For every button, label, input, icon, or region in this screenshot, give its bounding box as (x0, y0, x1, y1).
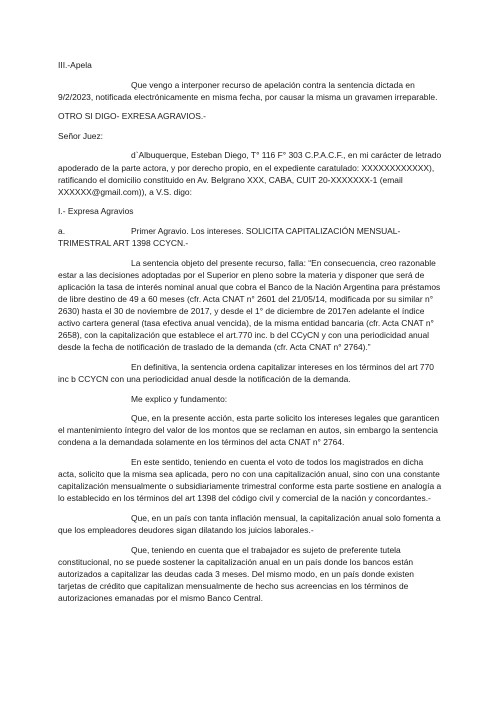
item-a-title-continuation: TRIMESTRAL ART 1398 CCYCN.- (58, 238, 189, 249)
item-a (58, 225, 442, 249)
paragraph-intereses-legales: Que, en la presente acción, esta parte solicito los intereses legales que garanticen el mantenimiento íntegro del valor de los montos que se reclaman en autos, sin embargo la sentencia condena a la demandada solamente en los términos del acta CNAT n° 2764. (58, 413, 440, 448)
paragraph-capitalizacion-mensual: En este sentido, teniendo en cuenta el voto de todos los magistrados en dicha acta, solicito que la misma sea aplicada, pero no con una capitalización anual, sino con una constante capitalización mensualmente o subsidiariamente trimestral conforme esta parte sostiene en analogía a lo establecido en los términos del art 1398 del código civil y comercial de la nación y concordantes.- (58, 456, 442, 504)
section-heading-agravios: I.- Expresa Agravios (58, 206, 134, 217)
item-a-title: Primer Agravio. Los intereses. SOLICITA CAPITALIZACIÓN MENSUAL- (131, 225, 401, 236)
salutation: Señor Juez: (58, 130, 104, 141)
item-a-marker: a. (58, 225, 66, 236)
otrosi-heading: OTRO SI DIGO- EXRESA AGRAVIOS.- (58, 111, 206, 122)
section-heading-apela: III.-Apela (58, 60, 92, 70)
paragraph-presentacion: d`Albuquerque, Esteban Diego, T° 116 F° 303 C.P.A.C.F., en mi carácter de letrado apoderado de la parte actora, y por derecho propio, en el expediente caratulado: XXXXXXXXXXXX), ratificando el domicilio constituido en Av. Belgrano XXX, CABA, CUIT 20-XXXXXXX-1 (email XXXXXX@gmail.com)), a V.S. digo: (58, 150, 442, 197)
paragraph-sentencia-cita: La sentencia objeto del presente recurso, falla: “En consecuencia, creo razonable estar a las decisiones adoptadas por el Superior en pleno sobre la materia y disponer que será de aplicación la tasa de interés nominal anual que cobra el Banco de la Nación Argentina para préstamos de libre destino de 49 a 60 meses (cfr. Acta CNAT n° 2601 del 21/05/14, modificada por su similar n° 2630) hasta el 30 de noviembre de 2017, y desde el 1° de diciembre de 2017en adelante el índice activo cartera general (tasa efectiva anual vencida), de la misma entidad bancaria (cfr. Acta CNAT n° 2658), con la capitalización que establece el art.770 inc. b del CCyCN y con una periodicidad anual desde la fecha de notificación de traslado de la demanda (cfr. Acta CNAT n° 2764).” (58, 257, 441, 353)
paragraph-en-definitiva: En definitiva, la sentencia ordena capitalizar intereses en los términos del art 770 inc b CCYCN con una periodicidad anual desde la notificación de la demanda. (58, 361, 434, 384)
paragraph-inflacion: Que, en un país con tanta inflación mensual, la capitalización anual solo fomenta a que los empleadores deudores sigan dilatando los juicios laborales.- (58, 512, 441, 535)
paragraph-apelacion: Que vengo a interponer recurso de apelación contra la sentencia dictada en 9/2/2023, notificada electrónicamente en misma fecha, por causar la misma un gravamen irreparable. (58, 79, 438, 102)
paragraph-tutela-constitucional: Que, teniendo en cuenta que el trabajador es sujeto de preferente tutela constitucional, no se puede sostener la capitalización anual en un país donde los bancos están autorizados a capitalizar las deudas cada 3 meses. Del mismo modo, en un país donde existen tarjetas de crédito que capitalizan mensualmente de hecho sus acreencias en los términos de autorizaciones emanadas por el mismo Banco Central. (58, 544, 414, 603)
item-a-first-line (58, 225, 442, 237)
paragraph-me-explico: Me explico y fundamento: (131, 393, 228, 404)
